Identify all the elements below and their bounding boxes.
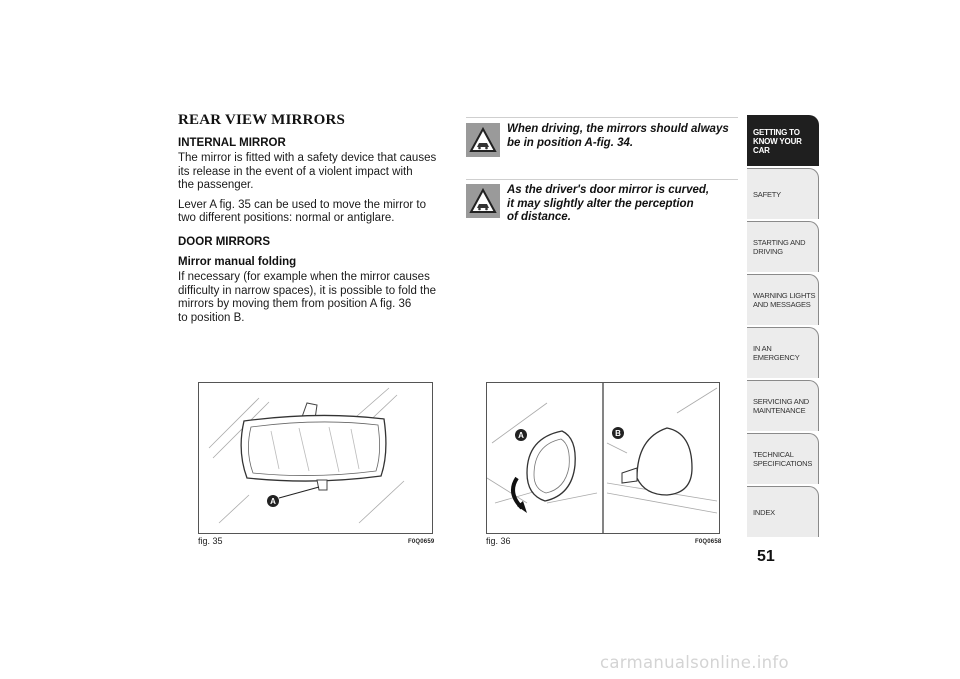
mirror-folding-subheading: Mirror manual folding [178,255,297,268]
warning-text-1: When driving, the mirrors should always be in position A-fig. 34. [507,123,729,149]
tab-in-an-emergency[interactable] [747,327,819,378]
watermark: carmanualsonline.info [600,653,789,672]
tab-index[interactable] [747,486,819,537]
figure-36-label-b: B [615,429,621,438]
figure-35-internal-mirror [198,382,433,534]
tab-label: TECHNICAL SPECIFICATIONS [753,450,813,468]
tab-label: WARNING LIGHTS AND MESSAGES [753,291,816,309]
tab-label: STARTING AND DRIVING [753,238,806,256]
figure-36-door-mirrors [486,382,720,534]
car-warning-icon [466,184,500,218]
tab-label: INDEX [753,507,775,517]
internal-mirror-paragraph-2: Lever A fig. 35 can be used to move the mirror to two different positions: normal or antiglare. [178,198,427,225]
tab-technical-specifications[interactable] [747,433,819,484]
door-mirrors-paragraph: If necessary (for example when the mirror causes difficulty in narrow spaces), it is possible to fold the mirrors by moving them from position A fig. 36 to position B. [178,270,437,324]
internal-mirror-heading: INTERNAL MIRROR [178,137,286,149]
figure-35-label-a: A [270,497,276,506]
figure-35-code: F0Q0659 [408,539,435,545]
tab-label: SERVICING AND MAINTENANCE [753,397,810,415]
tab-safety[interactable] [747,168,819,219]
tab-warning-lights[interactable] [747,274,819,325]
internal-mirror-paragraph-1: The mirror is fitted with a safety device that causes its release in the event of a violent impact with the passenger. [178,152,437,192]
page-number: 51 [757,548,775,565]
warning-box-1 [466,117,738,180]
figure-35-caption: fig. 35 [198,536,223,546]
tab-starting-and-driving[interactable] [747,221,819,272]
warning-text-2: As the driver's door mirror is curved, it may slightly alter the perception of distance. [507,184,710,224]
tab-label: IN AN EMERGENCY [753,344,800,362]
tab-label: SAFETY [753,189,781,199]
main-text-column [178,112,460,331]
figure-36-code: F0Q0658 [695,539,722,545]
page-title: REAR VIEW MIRRORS [178,112,346,128]
tab-label: GETTING TO KNOW YOUR CAR [753,127,802,155]
tab-getting-to-know-your-car[interactable] [747,115,819,166]
warning-box-2 [466,180,738,236]
figure-36-caption: fig. 36 [486,536,511,546]
door-mirrors-heading: DOOR MIRRORS [178,235,270,248]
car-warning-icon [466,123,500,157]
figure-36-label-a: A [518,431,524,440]
tab-servicing[interactable] [747,380,819,431]
chapter-sidebar [747,115,819,539]
